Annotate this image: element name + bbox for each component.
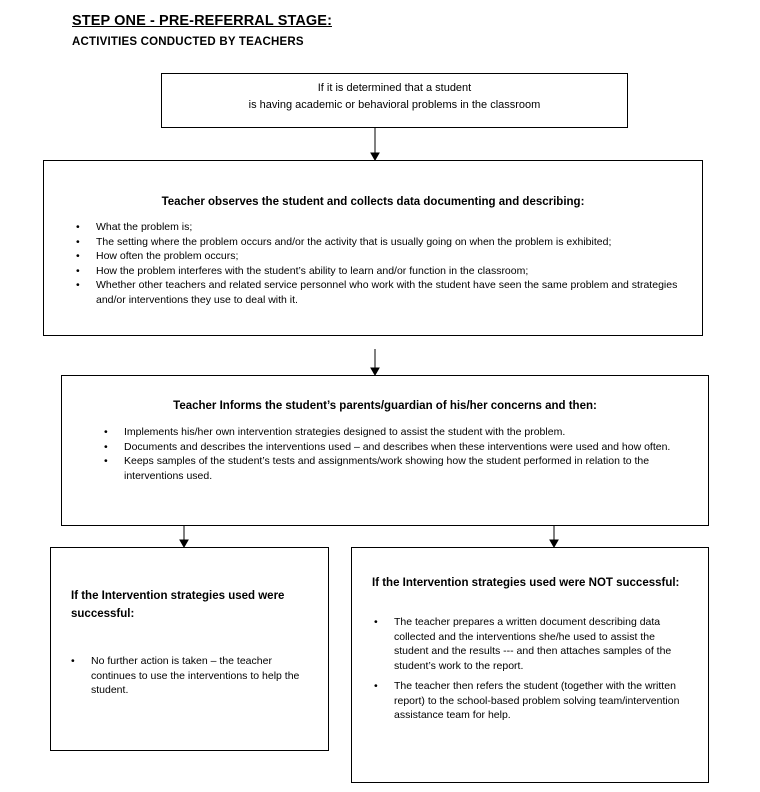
successful-heading: If the Intervention strategies used were successful: — [71, 590, 285, 620]
list-item-text: Implements his/her own intervention strategies designed to assist the student with the problem. — [124, 426, 566, 438]
page-title: STEP ONE - PRE-REFERRAL STAGE: — [72, 13, 332, 29]
list-item — [104, 454, 694, 483]
arrow-inform-to-not-successful — [550, 526, 558, 547]
observe-box — [43, 160, 703, 336]
list-item — [71, 654, 301, 698]
list-item — [104, 440, 694, 455]
successful-box — [50, 547, 329, 751]
list-item-text: Documents and describes the interventions used – and describes when these interventions were used and how often. — [124, 440, 671, 453]
inform-box — [61, 375, 709, 526]
start-condition-line2: is having academic or behavioral problems in the classroom — [248, 99, 541, 111]
list-item — [76, 278, 696, 307]
bullet-icon: • — [104, 455, 108, 467]
list-item-text: How the problem interferes with the student’s ability to learn and/or function in the classroom; — [96, 264, 529, 277]
list-item — [76, 249, 696, 264]
list-item — [374, 679, 684, 723]
bullet-icon: • — [76, 235, 80, 248]
start-condition-line1: If it is determined that a student — [317, 82, 472, 94]
list-item-text: The teacher then refers the student (together with the written report) to the school-based problem solving team/intervention assistance team for help. — [394, 680, 680, 721]
list-item-text: The setting where the problem occurs and/or the activity that is usually going on when the problem is exhibited; — [96, 235, 612, 248]
list-item — [76, 220, 696, 235]
bullet-icon: • — [104, 440, 108, 453]
arrow-inform-to-successful — [180, 526, 188, 547]
successful-list — [71, 654, 301, 698]
bullet-icon: • — [76, 221, 80, 233]
not-successful-box — [351, 547, 709, 783]
not-successful-heading: If the Intervention strategies used were NOT successful: — [372, 577, 680, 589]
not-successful-list — [374, 615, 684, 729]
bullet-icon: • — [76, 264, 80, 277]
list-item-text: Keeps samples of the student’s tests and assignments/work showing how the student performed in relation to the interventions used. — [124, 455, 650, 482]
list-item — [104, 425, 694, 440]
inform-heading: Teacher Informs the student’s parents/guardian of his/her concerns and then: — [173, 400, 597, 412]
bullet-icon: • — [374, 680, 378, 692]
page-subtitle: ACTIVITIES CONDUCTED BY TEACHERS — [72, 36, 304, 48]
bullet-icon: • — [76, 250, 80, 262]
observe-heading: Teacher observes the student and collects data documenting and describing: — [161, 196, 585, 208]
list-item — [76, 235, 696, 250]
list-item-text: How often the problem occurs; — [96, 250, 239, 262]
arrow-start-to-observe — [371, 128, 379, 160]
bullet-icon: • — [374, 616, 378, 628]
list-item-text: What the problem is; — [96, 221, 193, 233]
list-item-text: No further action is taken – the teacher continues to use the interventions to help the student. — [91, 655, 300, 696]
inform-list — [104, 425, 694, 483]
bullet-icon: • — [104, 426, 108, 438]
arrow-observe-to-inform — [371, 349, 379, 375]
list-item-text: The teacher prepares a written document describing data collected and the interventions she/he used to assist the student and the results --- and then attaches samples of the student’s work to the report. — [394, 616, 672, 672]
observe-list — [76, 220, 696, 307]
list-item — [76, 264, 696, 279]
list-item-text: Whether other teachers and related service personnel who work with the student have seen the same problem and strategies and/or interventions they use to deal with it. — [96, 279, 678, 306]
start-condition-box — [161, 73, 628, 128]
bullet-icon: • — [71, 655, 75, 667]
bullet-icon: • — [76, 279, 80, 291]
list-item — [374, 615, 684, 673]
